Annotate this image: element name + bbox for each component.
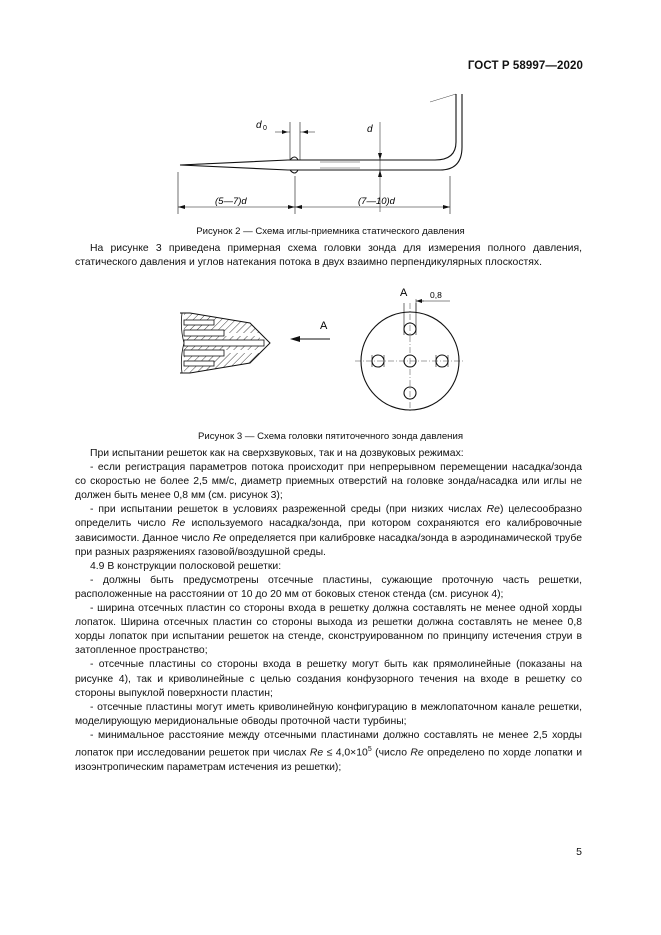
dim-d-label: d [367, 124, 373, 135]
dim-left-label: (5—7)d [215, 196, 247, 207]
page-number: 5 [576, 846, 582, 858]
figure-3-caption: Рисунок 3 — Схема головки пятиточечного зонда давления [197, 431, 464, 442]
body-p5: - должны быть предусмотрены отсечные пластины, сужающие проточную часть решетки, расположенные на расстоянии от 10 до 20 мм от боковых стенок стенда (см. рисунок 4); [75, 574, 582, 600]
figure-3-probe-diagram [180, 283, 510, 413]
body-p2: - если регистрация параметров потока происходит при непрерывном перемещении насадка/зонда со скоростью не более 2,5 мм/с, диаметр приемных отверстий на головке зонда/насадка или иглы не должен быть менее 0,8 мм (см. рисунок 3); [75, 462, 582, 502]
standard-header: ГОСТ Р 58997—2020 [467, 60, 583, 72]
dim-right-label: (7—10)d [358, 196, 395, 207]
intro-paragraph: На рисунке 3 приведена примерная схема головки зонда для измерения полного давления, статического давления и углов натекания потока в двух взаимно перпендикулярных плоскостях. [75, 243, 582, 269]
view-a-label: A [400, 287, 408, 299]
body-p7: - отсечные пластины со стороны входа в решетку могут быть как прямолинейные (показаны на рисунке 4), так и криволинейные с целью создания конфузорного течения на входе в решетку со стороны выпуклой поверхности пластин; [75, 659, 582, 699]
body-p1: При испытании решеток как на сверхзвуковых, так и на дозвуковых режимах: [90, 448, 464, 459]
dim-d0-subscript: 0 [263, 125, 267, 132]
figure-2-caption: Рисунок 2 — Схема иглы-приемника статического давления [196, 226, 465, 237]
dim-0-8-label: 0,8 [430, 290, 442, 300]
figure-2-needle-diagram [170, 92, 470, 222]
body-text [75, 447, 582, 775]
body-p4: 4.9 В конструкции полосковой решетки: [90, 560, 282, 572]
arrow-a-label: A [320, 320, 328, 332]
body-p6: - ширина отсечных пластин со стороны входа в решетку должна составлять не менее одной хорды лопаток. Ширина отсечных пластин со стороны выхода из решетки должна составлять не менее 0,8 хорды лопаток при испытании решеток на стенде, сконструированном по принципу истечения струи в затопленное пространство; [75, 603, 582, 657]
body-p9: - минимальное расстояние между отсечными пластинами должно составлять не менее 2,5 хорды лопаток при исследовании решеток при числах $Re \le 4,0\times 10^5$ (число Re определено по хорде лопатки и изоэнтропическим параметрам истечения из решетки); [75, 729, 583, 773]
dim-d0-label: d [256, 120, 262, 131]
body-p8: - отсечные пластины могут иметь криволинейную конфигурацию в межлопаточном канале решетки, моделирующую меридиональные обводы проточной части турбины; [75, 701, 582, 727]
body-p3: - при испытании решеток в условиях разреженной среды (при низких числах Re) целесообразно определить число Re используемого насадка/зонда, при котором сохраняются его калибровочные зависимости. Данное число Re определяется при калибровке насадка/зонда в аэродинамической трубе при разных разряжениях газовой/воздушной среды. [75, 504, 582, 558]
